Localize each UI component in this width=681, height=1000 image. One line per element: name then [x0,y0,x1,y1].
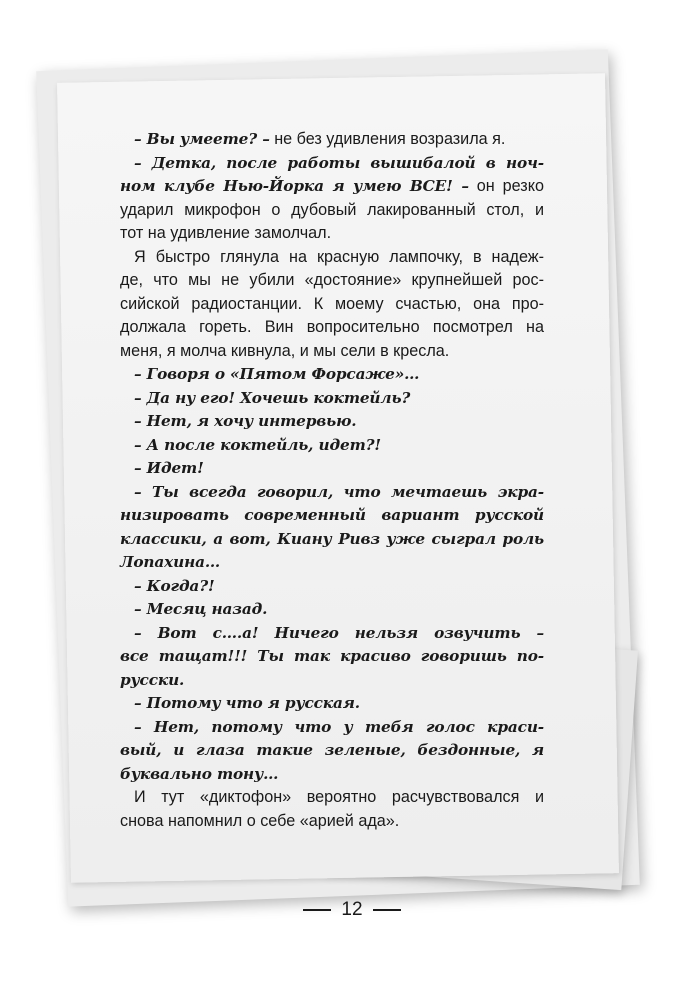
text-run: Я быстро глянула на красную лампочку, в надеж- [134,247,544,266]
text-run: должала гореть. Вин вопросительно посмотрел на [120,318,544,336]
text-line [120,575,544,599]
text-line [120,434,544,458]
text-line [120,128,544,152]
text-line [120,481,544,505]
text-run: – Идет! [134,459,204,477]
page-body-text [120,128,544,833]
footer-dash-left [303,909,331,911]
text-line [120,504,544,528]
text-run: – Месяц назад. [134,600,268,618]
text-line [120,763,544,787]
text-run: он резко [468,177,544,195]
text-run: все тащат!!! Ты так красиво говоришь по- [120,647,544,665]
text-run: – Говоря о «Пятом Форсаже»… [134,365,420,383]
text-line [120,222,544,246]
text-run: вый, и глаза такие зеленые, бездонные, я [120,741,544,759]
text-run: русски. [120,670,185,689]
text-run: И тут «диктофон» вероятно расчувствовался и [134,788,544,806]
text-run: – Вы умеете? – [134,130,270,148]
text-run: тот на удивление замолчал. [120,224,332,242]
text-line [120,457,544,481]
text-run: ударил микрофон о дубовый лакированный стол, и [120,200,544,219]
text-line [120,387,544,411]
text-line [120,175,544,199]
text-line [120,692,544,716]
text-line [120,645,544,669]
text-run: – Нет, потому что у тебя голос краси- [134,717,544,736]
text-run: меня, я молча кивнула, и мы сели в кресла. [120,341,450,360]
text-line [120,152,544,176]
footer-dash-right [373,909,401,911]
text-line [120,598,544,622]
text-run: де, что мы не убили «достояние» крупнейшей рос- [120,271,544,289]
text-run: снова напомнил о себе «арией ада». [120,811,400,830]
text-run: буквально тону… [120,764,279,783]
text-run: – Потому что я русская. [134,694,360,712]
text-run: – Вот с….а! Ничего нельзя озвучить – [134,623,544,642]
text-line [120,669,544,693]
text-line [120,199,544,223]
page-footer [302,896,402,924]
text-run: – Ты всегда говорил, что мечтаешь экра- [134,482,544,501]
page-number: 12 [341,899,363,920]
text-line [120,528,544,552]
text-line [120,622,544,646]
text-run: – Детка, после работы вышибалой в ноч- [134,153,544,172]
text-line [120,551,544,575]
text-run: не без удивления возразила я. [269,130,506,148]
text-line [120,716,544,740]
text-run: – А после коктейль, идет?! [134,435,381,454]
text-line [120,786,544,810]
text-line [120,410,544,434]
text-run: Лопахина… [120,553,221,571]
text-line [120,363,544,387]
text-line [120,810,544,834]
text-run: ном клубе Нью-Йорка я умею ВСЕ! – [120,177,469,195]
text-line [120,739,544,763]
text-line [120,293,544,317]
text-line [120,269,544,293]
text-run: – Нет, я хочу интервью. [134,412,357,430]
text-run: сийской радиостанции. К моему счастью, она про- [120,294,544,313]
text-run: – Да ну его! Хочешь коктейль? [134,388,411,407]
text-line [120,246,544,270]
text-run: – Когда?! [134,576,215,595]
text-run: низировать современный вариант русской [120,506,544,524]
text-line [120,340,544,364]
text-run: классики, а вот, Киану Ривз уже сыграл роль [120,529,544,548]
text-line [120,316,544,340]
